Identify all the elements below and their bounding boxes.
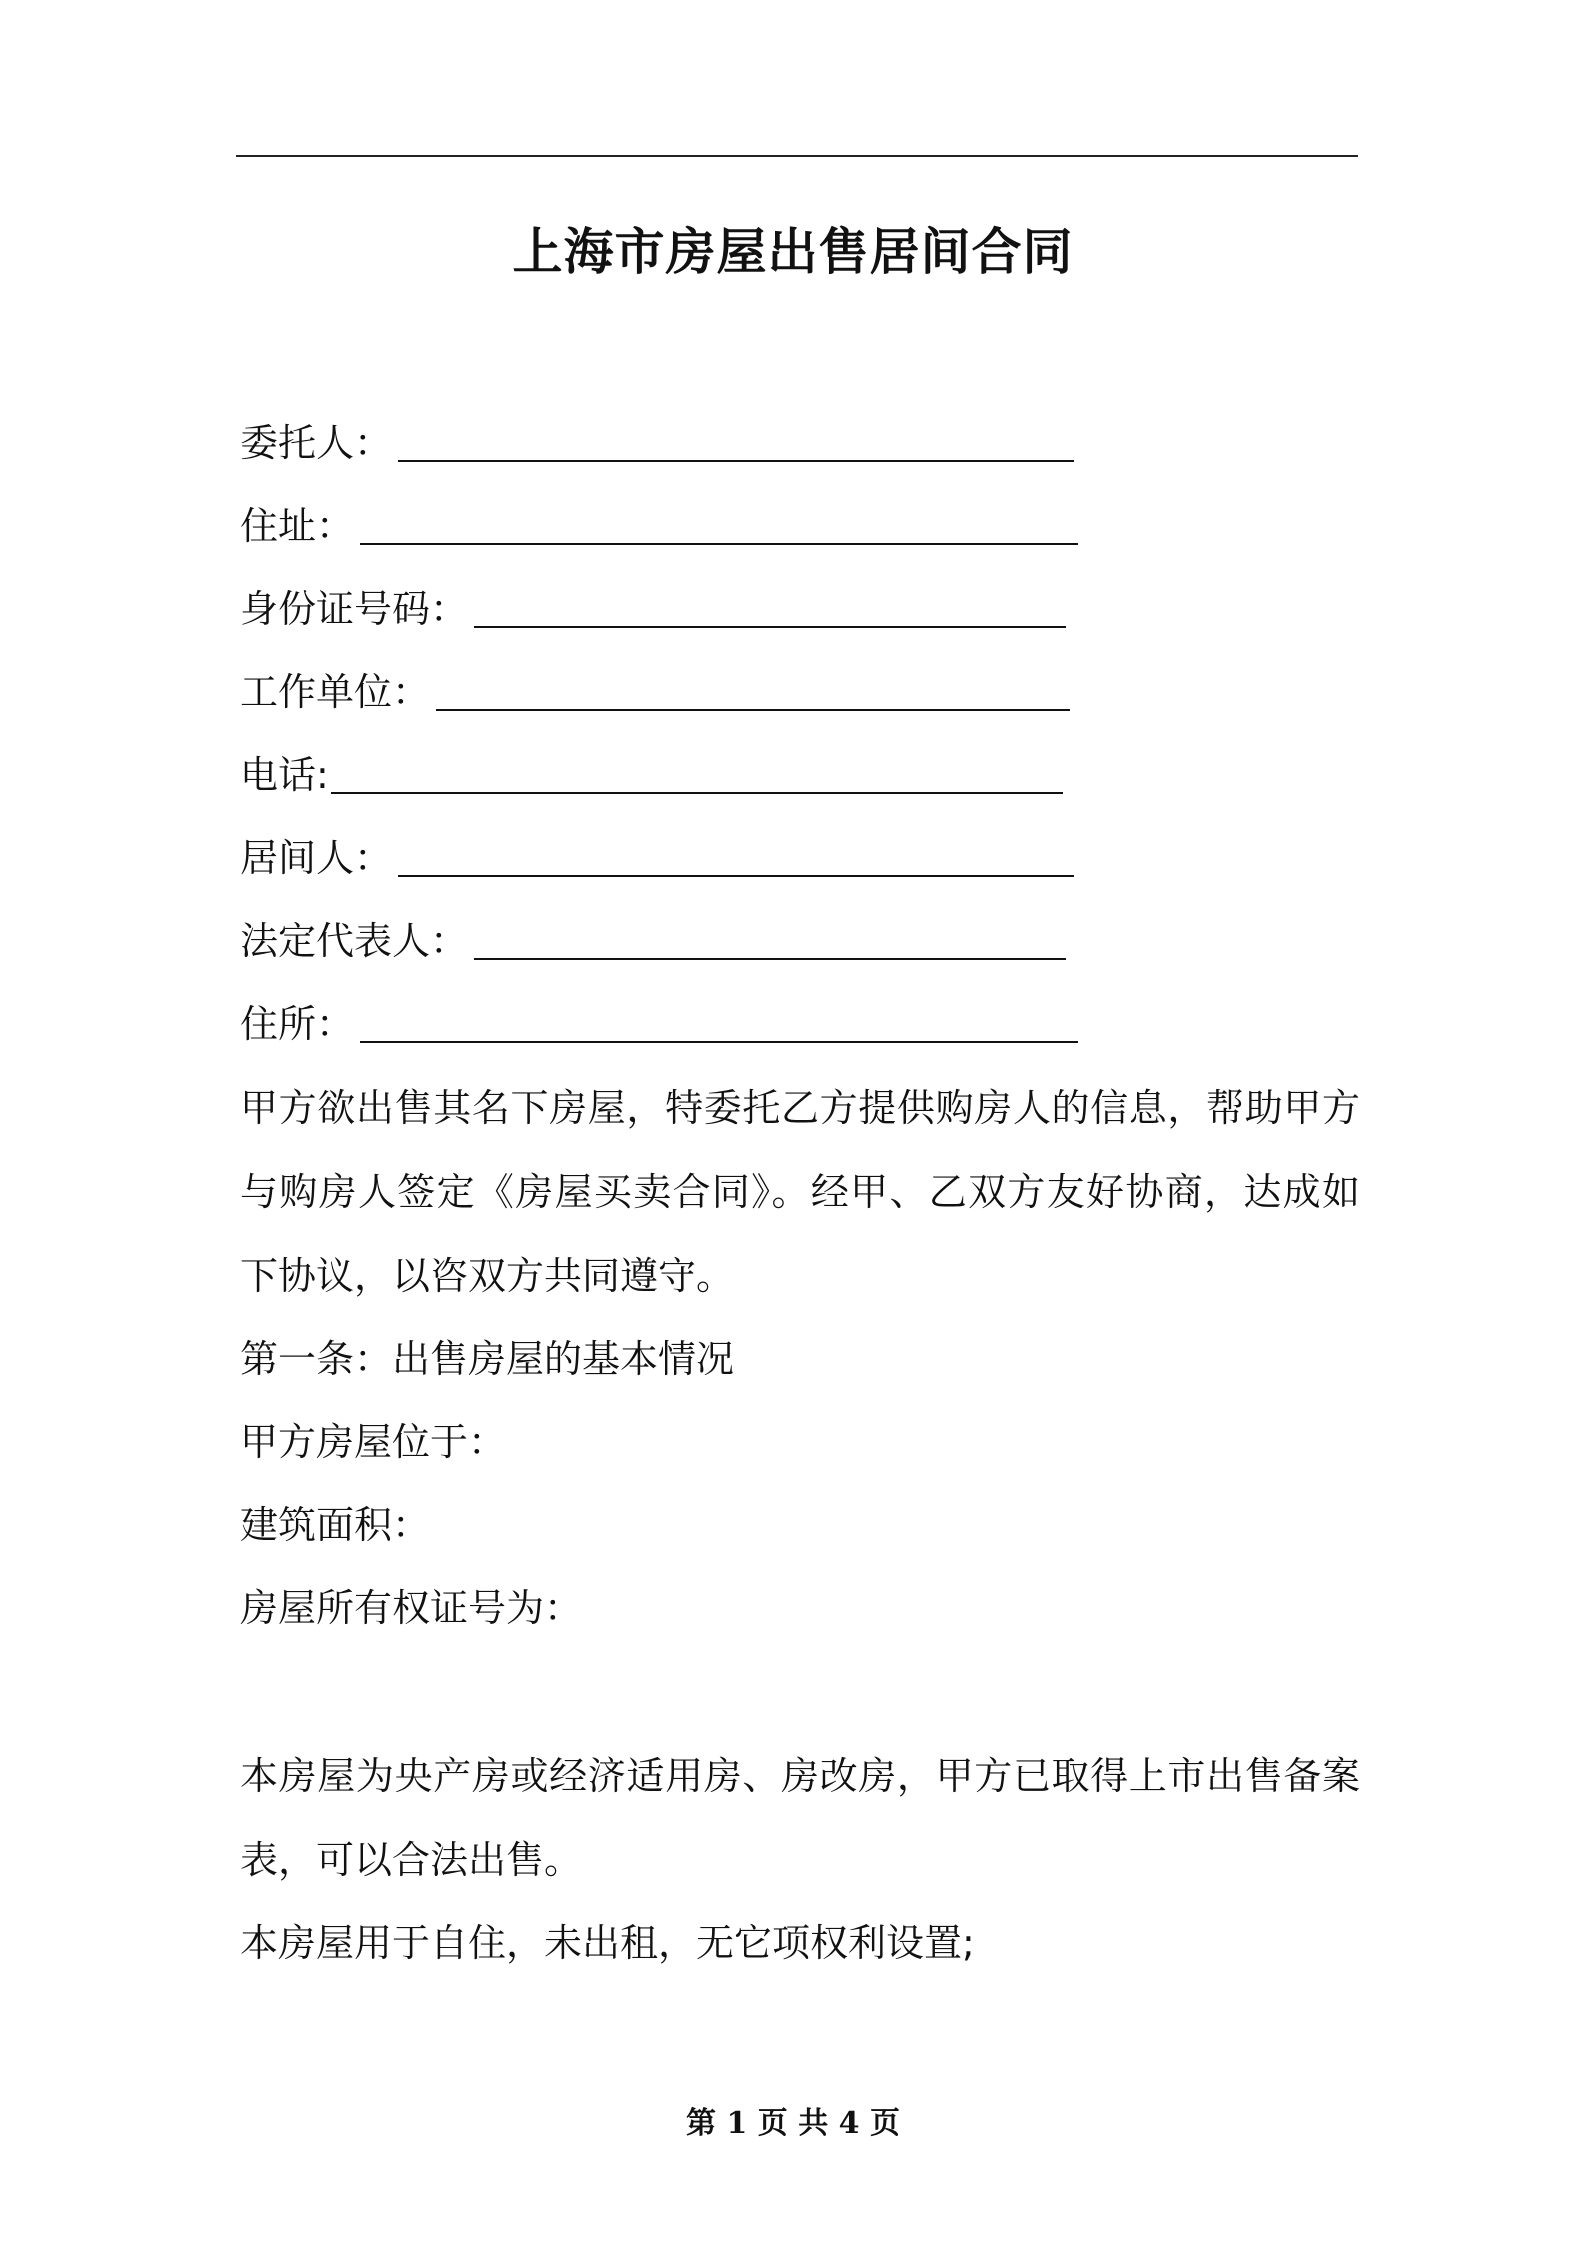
field-label: 电话:	[240, 753, 329, 797]
page-number: 第 1 页 共 4 页	[686, 2106, 900, 2141]
house-usage: 本房屋用于自住，未出租，无它项权利设置;	[240, 1921, 975, 1965]
field-legal-representative	[240, 916, 1066, 966]
field-employer	[240, 667, 1070, 717]
field-domicile	[240, 999, 1078, 1049]
field-blank-line[interactable]	[398, 422, 1074, 462]
field-label: 身份证号码：	[240, 587, 469, 631]
field-phone	[240, 750, 1063, 800]
field-blank-line[interactable]	[474, 588, 1066, 628]
field-label: 住所：	[240, 1002, 355, 1046]
field-blank-line[interactable]	[360, 505, 1078, 545]
field-label: 工作单位：	[240, 670, 431, 714]
intro-paragraph: 甲方欲出售其名下房屋，特委托乙方提供购房人的信息，帮助甲方与购房人签定《房屋买卖合同》。经甲、乙双方友好协商，达成如下协议，以咨双方共同遵守。	[240, 1086, 1360, 1298]
field-blank-line[interactable]	[398, 837, 1074, 877]
article-1-heading: 第一条：出售房屋的基本情况	[240, 1337, 735, 1381]
house-status-paragraph: 本房屋为央产房或经济适用房、房改房，甲方已取得上市出售备案表，可以合法出售。	[240, 1754, 1360, 1882]
ownership-certificate: 房屋所有权证号为：	[240, 1586, 583, 1630]
field-blank-line[interactable]	[436, 671, 1070, 711]
field-label: 委托人：	[240, 421, 393, 465]
field-blank-line[interactable]	[331, 754, 1063, 794]
field-label: 住址：	[240, 504, 355, 548]
field-label: 居间人：	[240, 836, 393, 880]
house-location: 甲方房屋位于：	[240, 1420, 507, 1464]
field-blank-line[interactable]	[474, 920, 1066, 960]
building-area: 建筑面积：	[240, 1503, 431, 1547]
field-intermediary	[240, 833, 1074, 883]
field-label: 法定代表人：	[240, 919, 469, 963]
field-address	[240, 501, 1078, 551]
header-rule	[236, 155, 1358, 157]
field-entrusting-party	[240, 418, 1074, 468]
document-title: 上海市房屋出售居间合同	[512, 223, 1074, 281]
field-id-number	[240, 584, 1066, 634]
field-blank-line[interactable]	[360, 1003, 1078, 1043]
